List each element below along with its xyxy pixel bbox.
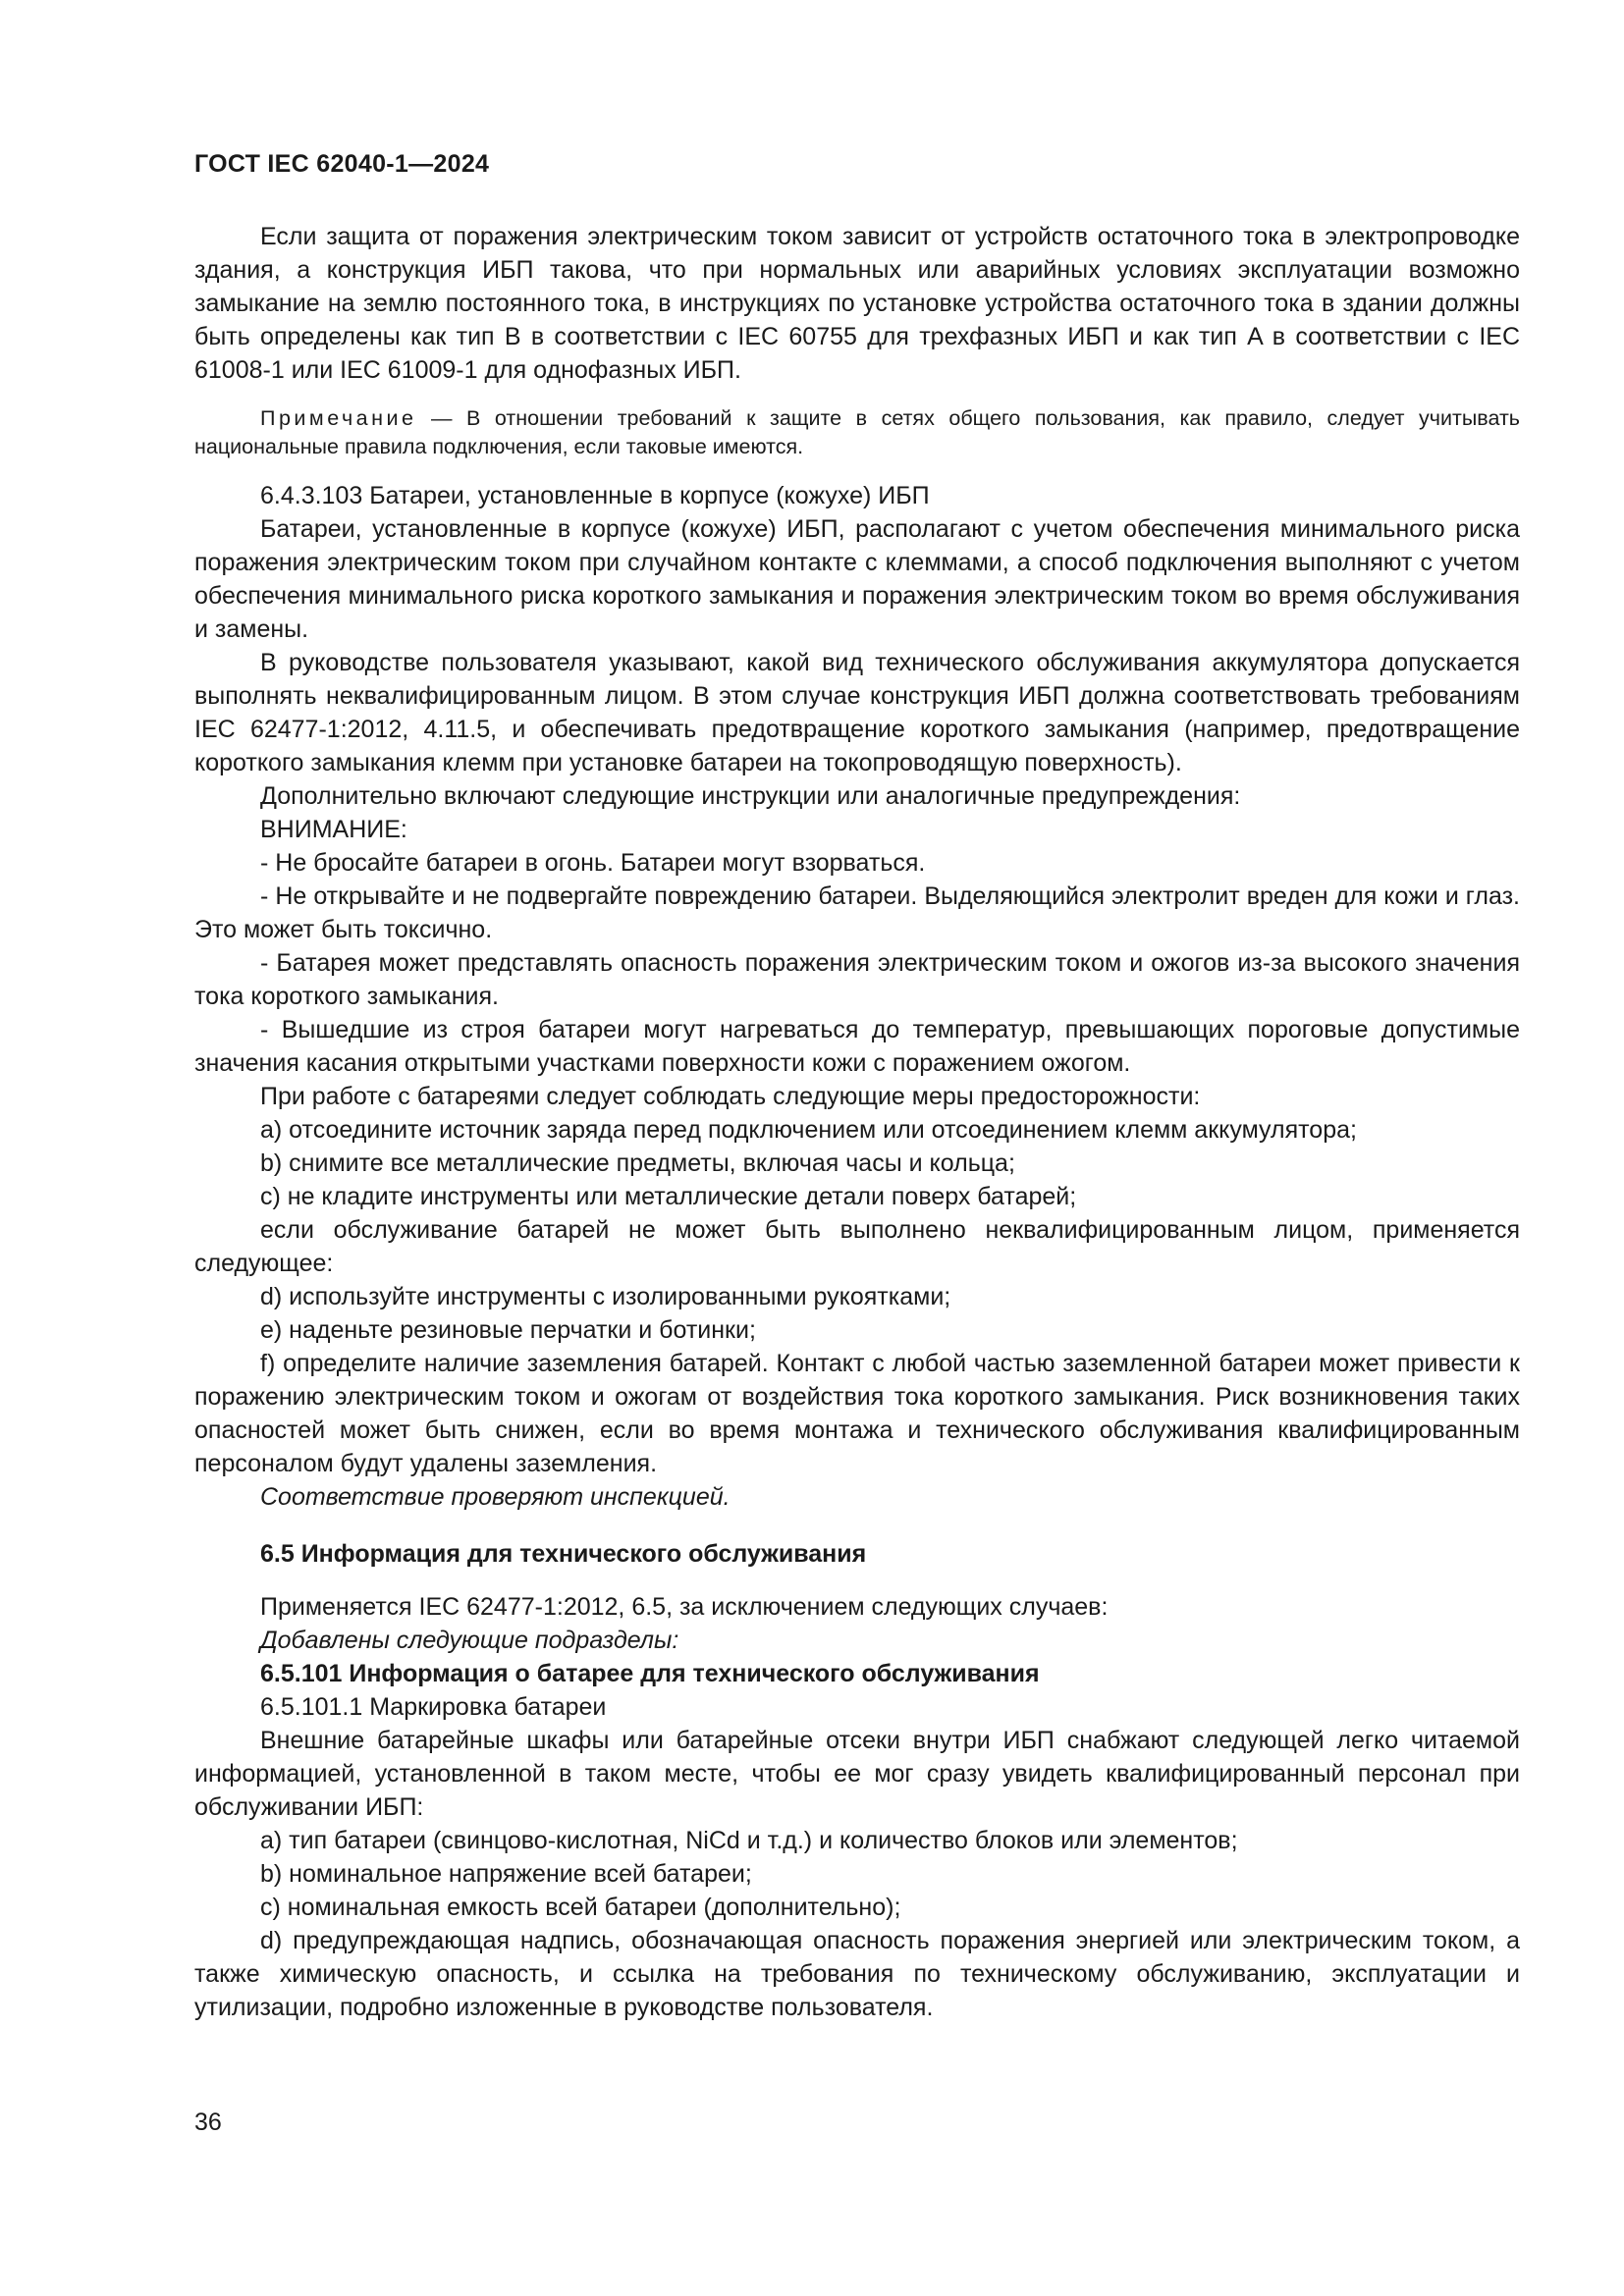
list-item: c) не кладите инструменты или металлические детали поверх батарей; (260, 1183, 1077, 1210)
list-item: f) определите наличие заземления батарей. Контакт с любой частью заземленной батареи может привести к поражению электрическим током и ожогам от воздействия тока короткого замыкания. Риск возникновения таких опасностей может быть снижен, если во время монтажа и технического обслуживания квалифицированным персоналом будут удалены заземления. (194, 1350, 1520, 1477)
compliance-note: Соответствие проверяют инспекцией. (260, 1483, 731, 1511)
paragraph: Внешние батарейные шкафы или батарейные отсеки внутри ИБП снабжают следующей легко читаемой информацией, установленной в таком месте, чтобы ее мог сразу увидеть квалифицированный персонал при обслуживании ИБП: (194, 1727, 1520, 1821)
warning-item: - Не бросайте батареи в огонь. Батареи могут взорваться. (260, 849, 926, 877)
warning-item: - Батарея может представлять опасность поражения электрическим током и ожогов из-за высокого значения тока короткого замыкания. (194, 949, 1520, 1010)
subsection-heading: 6.5.101.1 Маркировка батареи (260, 1693, 607, 1721)
warning-item: - Не открывайте и не подвергайте повреждению батареи. Выделяющийся электролит вреден для кожи и глаз. Это может быть токсично. (194, 882, 1520, 943)
list-item: b) номинальное напряжение всей батареи; (260, 1860, 752, 1888)
warning-item: - Вышедшие из строя батареи могут нагреваться до температур, превышающих пороговые допустимые значения касания открытыми участками поверхности кожи с поражением ожогом. (194, 1016, 1520, 1077)
list-item: e) наденьте резиновые перчатки и ботинки; (260, 1316, 756, 1344)
list-item: d) предупреждающая надпись, обозначающая опасность поражения энергией или электрическим током, а также химическую опасность, и ссылка на требования по техническому обслуживанию, эксплуатации и утилизации, подробно изложенные в руководстве пользователя. (194, 1927, 1520, 2021)
list-item: b) снимите все металлические предметы, включая часы и кольца; (260, 1149, 1015, 1177)
paragraph: Батареи, установленные в корпусе (кожухе) ИБП, располагают с учетом обеспечения минимального риска поражения электрическим током при случайном контакте с клеммами, а способ подключения выполняют с учетом обеспечения минимального риска короткого замыкания и поражения электрическим током во время обслуживания и замены. (194, 515, 1520, 643)
list-item: a) тип батареи (свинцово-кислотная, NiCd и т.д.) и количество блоков или элементов; (260, 1827, 1238, 1854)
list-item: a) отсоедините источник заряда перед подключением или отсоединением клемм аккумулятора; (260, 1116, 1357, 1144)
paragraph: Если защита от поражения электрическим током зависит от устройств остаточного тока в электропроводке здания, а конструкция ИБП такова, что при нормальных или аварийных условиях эксплуатации возможно замыкание на землю постоянного тока, в инструкциях по установке устройства остаточного тока в здании должны быть определены как тип B в соответствии с IEC 60755 для трехфазных ИБП и как тип A в соответствии с IEC 61008-1 или IEC 61009-1 для однофазных ИБП. (194, 223, 1520, 384)
page-number: 36 (194, 2109, 222, 2136)
paragraph: Добавлены следующие подразделы: (260, 1627, 679, 1654)
paragraph: При работе с батареями следует соблюдать следующие меры предосторожности: (260, 1083, 1201, 1110)
warning-heading: ВНИМАНИЕ: (260, 816, 407, 843)
paragraph: Применяется IEC 62477-1:2012, 6.5, за исключением следующих случаев: (260, 1593, 1109, 1621)
note-label: Примечание (260, 406, 417, 430)
subsection-heading: 6.5.101 Информация о батарее для технического обслуживания (260, 1660, 1040, 1687)
list-item: d) используйте инструменты с изолированными рукоятками; (260, 1283, 951, 1310)
paragraph: если обслуживание батарей не может быть выполнено неквалифицированным лицом, применяется следующее: (194, 1216, 1520, 1277)
note-text: — В отношении требований к защите в сетях общего пользования, как правило, следует учитывать национальные правила подключения, если таковые имеются. (194, 406, 1520, 458)
list-item: c) номинальная емкость всей батареи (дополнительно); (260, 1894, 901, 1921)
paragraph: В руководстве пользователя указывают, какой вид технического обслуживания аккумулятора допускается выполнять неквалифицированным лицом. В этом случае конструкция ИБП должна соответствовать требованиям IEC 62477-1:2012, 4.11.5, и обеспечивать предотвращение короткого замыкания (например, предотвращение короткого замыкания клемм при установке батареи на токопроводящую поверхность). (194, 649, 1520, 776)
document-body (194, 220, 1520, 2024)
note (194, 404, 1520, 461)
section-heading: 6.5 Информация для технического обслуживания (260, 1540, 867, 1568)
subsection-heading: 6.4.3.103 Батареи, установленные в корпусе (кожухе) ИБП (260, 482, 930, 509)
document-header: ГОСТ IEC 62040-1—2024 (194, 150, 490, 178)
paragraph: Дополнительно включают следующие инструкции или аналогичные предупреждения: (260, 782, 1241, 810)
